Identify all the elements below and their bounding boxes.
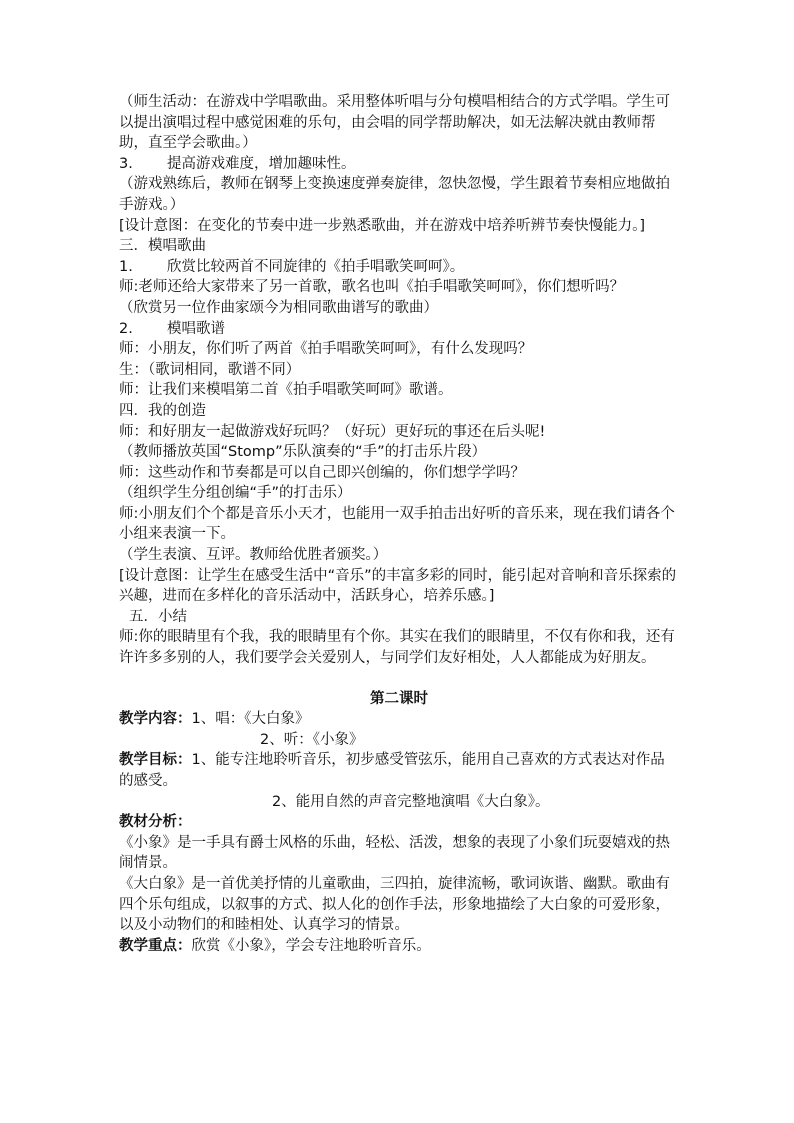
list-text: 提高游戏难度，增加趣味性。: [167, 155, 356, 172]
list-item-1: [119, 257, 679, 278]
teacher-line: 师：小朋友，你们听了两首《拍手唱歌笑呵呵》，有什么发现吗？: [119, 341, 533, 358]
analysis-para-2: 《大白象》是一首优美抒情的儿童歌曲，三四拍，旋律流畅，歌词诙谐、幽默。歌曲有四个乐句组成，以叙事的方式、拟人化的创作手法，形象地描绘了大白象的可爱形象，以及小动物们的和睦相处、认真学习的情景。: [119, 875, 670, 934]
organize-note: （组织学生分组创编“手”的打击乐）: [119, 485, 352, 502]
document-page: [119, 92, 679, 956]
goal-item: 1、能专注地聆听音乐，初步感受管弦乐，能用自己喜欢的方式表达对作品的感受。: [119, 752, 665, 789]
analysis-para-1: 《小象》是一手具有爵士风格的乐曲，轻松、活泼，想象的表现了小象们玩耍嬉戏的热闹情景。: [119, 834, 670, 872]
focus-label: 教学重点：: [119, 937, 192, 954]
teacher-line: 师：这些动作和节奏都是可以自己即兴创编的，你们想学学吗？: [119, 464, 525, 481]
goal-line-1: [119, 750, 679, 791]
perform-note: （学生表演、互评。教师给优胜者颁奖。）: [119, 547, 388, 564]
teacher-line: 师：让我们来模唱第二首《拍手唱歌笑呵呵》歌谱。: [119, 382, 453, 399]
teacher-line: 师:小朋友们个个都是音乐小天才，也能用一双手拍击出好听的音乐来，现在我们请各个小组来表演一下。: [119, 505, 675, 543]
goal-line-2: 2、能用自然的声音完整地演唱《大白象》。: [272, 793, 550, 810]
focus-text: 欣赏《小象》，学会专注地聆听音乐。: [191, 937, 431, 954]
section-heading-summary: 五．小结: [129, 608, 187, 625]
game-note: （游戏熟练后，教师在钢琴上变换速度弹奏旋律，忽快忽慢，学生跟着节奏相应地做拍手游戏。）: [119, 176, 670, 213]
design-intent-2: [设计意图：让学生在感受生活中“音乐”的丰富多彩的同时，能引起对音响和音乐探索的兴趣，进而在多样化的音乐活动中，活跃身心，培养乐感。]: [119, 567, 677, 605]
teacher-line: 师:老师还给大家带来了另一首歌，歌名也叫《拍手唱歌笑呵呵》，你们想听吗？: [119, 279, 625, 296]
list-text: 欣赏比较两首不同旋律的《拍手唱歌笑呵呵》。: [167, 258, 465, 275]
content-line-2: 2、听：《小象》: [260, 731, 364, 748]
play-note: （教师播放英国“Stomp”乐队演奏的“手”的打击乐片段）: [119, 444, 487, 461]
design-intent-1: [设计意图：在变化的节奏中进一步熟悉歌曲，并在游戏中培养听辨节奏快慢能力。]: [119, 217, 646, 234]
focus-line: [119, 936, 679, 957]
list-number: 2.: [119, 320, 133, 337]
content-item: 1、唱：《大白象》: [191, 711, 310, 728]
list-text: 模唱歌谱: [167, 320, 225, 337]
list-number: 3.: [119, 155, 133, 172]
list-item-3: [119, 154, 679, 175]
section-heading-mimic: 三．模唱歌曲: [119, 238, 206, 255]
list-number: 1.: [119, 258, 133, 275]
goal-label: 教学目标：: [119, 752, 192, 769]
content-label: 教学内容：: [119, 711, 192, 728]
teacher-line: 师：和好朋友一起做游戏好玩吗？（好玩）更好玩的事还在后头呢!: [119, 423, 546, 440]
student-line: 生：（歌词相同，歌谱不同）: [119, 361, 301, 378]
appreciate-note: （欣赏另一位作曲家颂今为相同歌曲谱写的歌曲）: [119, 299, 438, 316]
section-heading-creation: 四．我的创造: [119, 402, 206, 419]
analysis-label: 教材分析：: [119, 814, 192, 831]
lesson-title: 第二课时: [370, 690, 428, 707]
activity-note: （师生活动：在游戏中学唱歌曲。采用整体听唱与分句模唱相结合的方式学唱。学生可以提出演唱过程中感觉困难的乐句，由会唱的同学帮助解决，如无法解决就由教师帮助，直至学会歌曲。）: [119, 94, 670, 152]
teacher-line: 师:你的眼睛里有个我，我的眼睛里有个你。其实在我们的眼睛里，不仅有你和我，还有许许多多别的人，我们要学会关爱别人，与同学们友好相处，人人都能成为好朋友。: [119, 629, 675, 667]
list-item-2: [119, 319, 679, 340]
content-line-1: [119, 709, 679, 730]
